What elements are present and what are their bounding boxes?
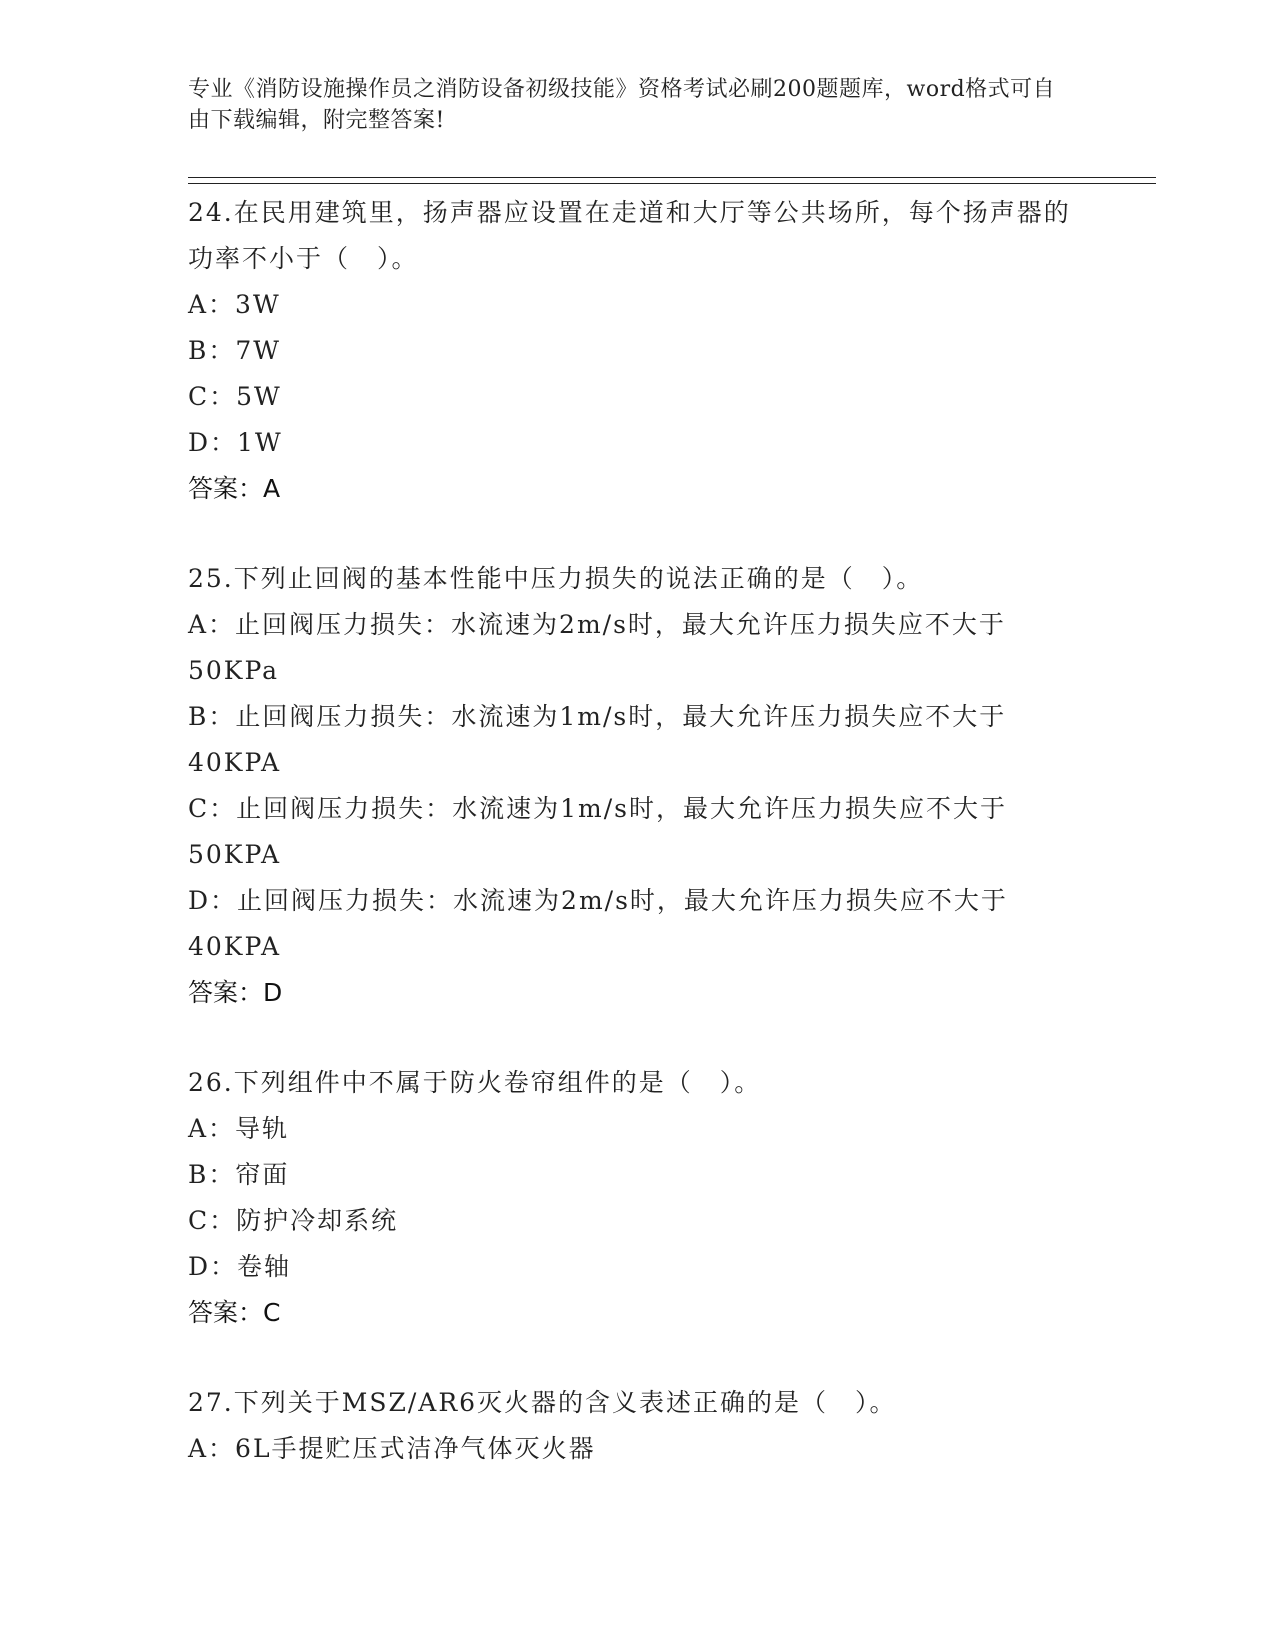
- header-divider-top: [188, 177, 1156, 178]
- option-d: D：卷轴: [188, 1252, 292, 1281]
- option-b: B：7W: [188, 336, 281, 365]
- question-25: [188, 556, 1088, 1016]
- option-a: A：3W: [188, 290, 281, 319]
- question-stem: 24.在民用建筑里，扬声器应设置在走道和大厅等公共场所，每个扬声器的功率不小于（ ）。: [188, 198, 1071, 273]
- question-24: [188, 190, 1088, 512]
- option-a: A：6L手提贮压式洁净气体灭火器: [188, 1434, 596, 1463]
- header-divider-bottom: [188, 183, 1156, 184]
- answer: 答案：D: [188, 978, 283, 1007]
- answer: 答案：A: [188, 474, 281, 503]
- question-stem: 26.下列组件中不属于防火卷帘组件的是（ ）。: [188, 1068, 762, 1097]
- answer: 答案：C: [188, 1298, 281, 1327]
- option-c: C：5W: [188, 382, 282, 411]
- option-a: A：止回阀压力损失：水流速为2m/s时，最大允许压力损失应不大于50KPa: [188, 610, 1006, 685]
- option-b: B：帘面: [188, 1160, 290, 1189]
- question-stem: 25.下列止回阀的基本性能中压力损失的说法正确的是（ ）。: [188, 564, 924, 593]
- option-a: A：导轨: [188, 1114, 290, 1143]
- document-header: 专业《消防设施操作员之消防设备初级技能》资格考试必刷200题题库，word格式可自由下载编辑，附完整答案!: [188, 77, 1056, 133]
- question-26: [188, 1060, 1088, 1336]
- question-list: [188, 190, 1088, 1516]
- option-d: D：止回阀压力损失：水流速为2m/s时，最大允许压力损失应不大于40KPA: [188, 886, 1008, 961]
- option-c: C：止回阀压力损失：水流速为1m/s时，最大允许压力损失应不大于50KPA: [188, 794, 1007, 869]
- option-d: D：1W: [188, 428, 283, 457]
- option-b: B：止回阀压力损失：水流速为1m/s时，最大允许压力损失应不大于40KPA: [188, 702, 1007, 777]
- option-c: C：防护冷却系统: [188, 1206, 399, 1235]
- question-stem: 27.下列关于MSZ/AR6灭火器的含义表述正确的是（ ）。: [188, 1388, 897, 1417]
- question-27: [188, 1380, 1088, 1472]
